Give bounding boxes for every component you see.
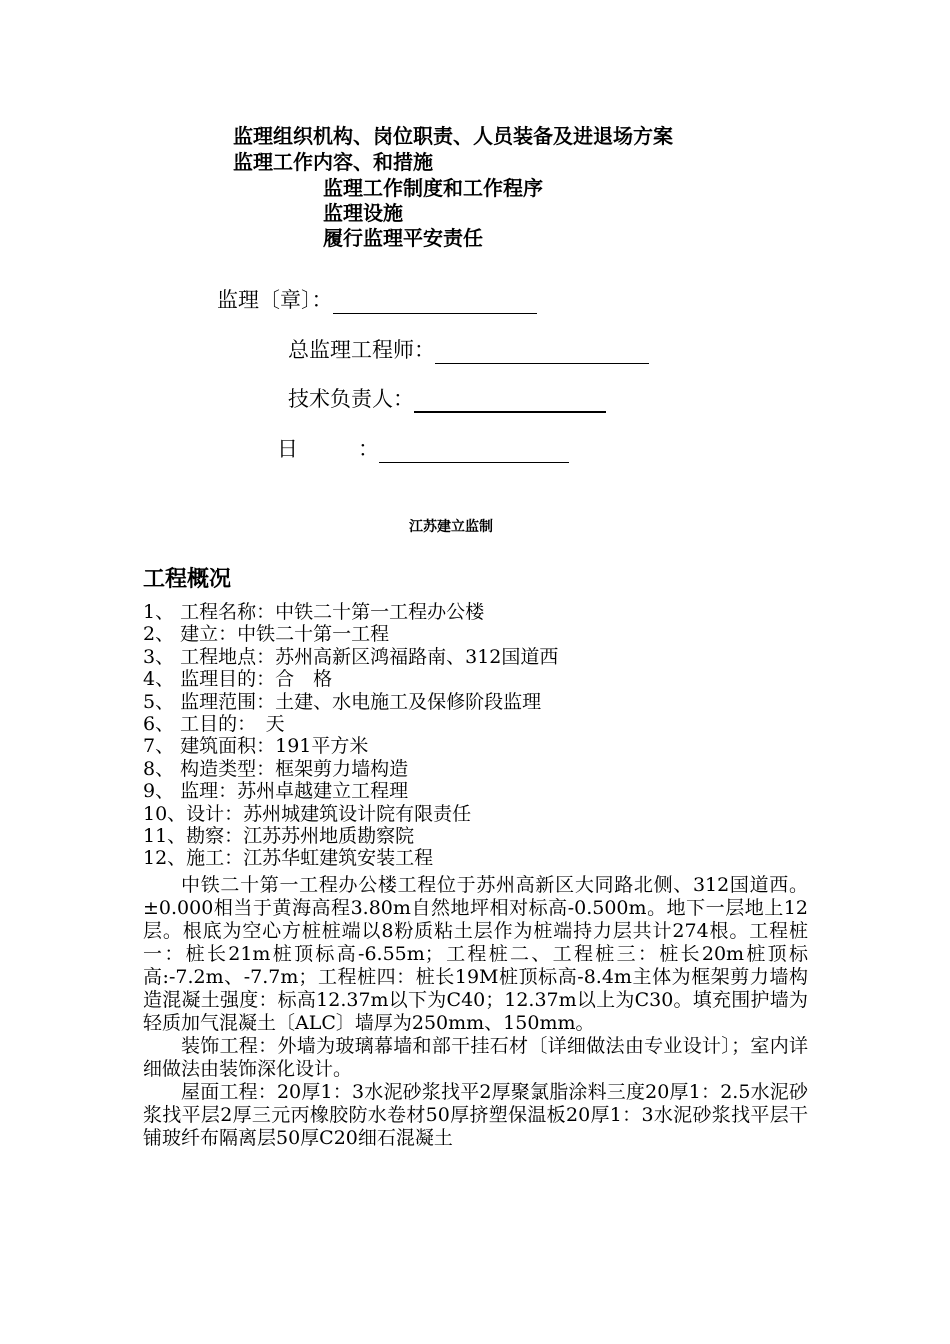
- supervisor-seal-label: 监理〔章〕：: [217, 288, 333, 312]
- tech-lead-blank[interactable]: [414, 389, 606, 413]
- date-label: 日: [277, 437, 298, 461]
- organization-name: 江苏建立监制: [409, 519, 493, 535]
- date-line: [277, 435, 569, 463]
- list-item: 10、设计：苏州城建筑设计院有限责任: [143, 802, 472, 825]
- roofing-paragraph: 屋面工程：20厚1：3水泥砂浆找平2厚聚氯脂涂料三度20厚1：2.5水泥砂浆找平层2厚三元丙橡胶防水卷材50厚挤塑保温板20厚1：3水泥砂浆找平层干铺玻纤布隔离层50厚C20细石混凝土: [143, 1081, 808, 1149]
- toc-item-3: 监理工作制度和工作程序: [323, 176, 543, 200]
- list-item: 8、 构造类型：框架剪力墙构造: [143, 757, 409, 780]
- list-item: 11、勘察：江苏苏州地质勘察院: [143, 825, 415, 848]
- section-title: 工程概况: [143, 567, 232, 592]
- list-item: 2、 建立：中铁二十第一工程: [143, 623, 390, 646]
- overview-list: [143, 601, 823, 870]
- decoration-paragraph: 装饰工程：外墙为玻璃幕墙和部干挂石材〔详细做法由专业设计〕；室内详细做法由装饰深化设计。: [143, 1035, 808, 1080]
- list-item: 5、 监理范围：土建、水电施工及保修阶段监理: [143, 690, 542, 713]
- toc-item-2: 监理工作内容、和措施: [233, 150, 433, 174]
- date-blank[interactable]: [379, 440, 569, 463]
- body-text: [143, 874, 808, 1150]
- tech-lead-label: 技术负责人：: [288, 387, 414, 411]
- project-description-paragraph: 中铁二十第一工程办公楼工程位于苏州高新区大同路北侧、312国道西。±0.000相当于黄海高程3.80m自然地坪相对标高-0.500m。地下一层地上12层。根底为空心方桩桩端以8粉质粘土层作为桩端持力层共计274根。工程桩一：桩长21m桩顶标高-6.55m；工程桩二、工程桩三：桩长20m桩顶标高:-7.2m、-7.7m；工程桩四：桩长19M桩顶标高-8.4m主体为框架剪力墙构造混凝土强度：标高12.37m以下为C40；12.37m以上为C30。填充围护墙为轻质加气混凝土〔ALC〕墙厚为250mm、150mm。: [143, 874, 808, 1034]
- list-item: 3、 工程地点：苏州高新区鸿福路南、312国道西: [143, 645, 559, 668]
- supervisor-seal-blank[interactable]: [333, 291, 537, 314]
- toc-item-5: 履行监理平安责任: [323, 226, 483, 250]
- toc-item-4: 监理设施: [323, 201, 403, 225]
- tech-lead-line: [288, 385, 606, 413]
- list-item: 12、施工：江苏华虹建筑安装工程: [143, 847, 434, 870]
- list-item: 6、 工目的： 天: [143, 713, 285, 736]
- list-item: 9、 监理：苏州卓越建立工程理: [143, 780, 409, 803]
- chief-engineer-line: [288, 336, 649, 364]
- chief-engineer-label: 总监理工程师：: [288, 338, 435, 362]
- toc-item-1: 监理组织机构、岗位职责、人员装备及进退场方案: [233, 124, 673, 148]
- chief-engineer-blank[interactable]: [435, 341, 649, 364]
- date-colon: ：: [358, 437, 379, 461]
- list-item: 7、 建筑面积：191平方米: [143, 735, 369, 758]
- list-item: 4、 监理目的：合 格: [143, 668, 333, 691]
- list-item: 1、 工程名称：中铁二十第一工程办公楼: [143, 601, 485, 623]
- supervisor-seal-line: [217, 286, 537, 314]
